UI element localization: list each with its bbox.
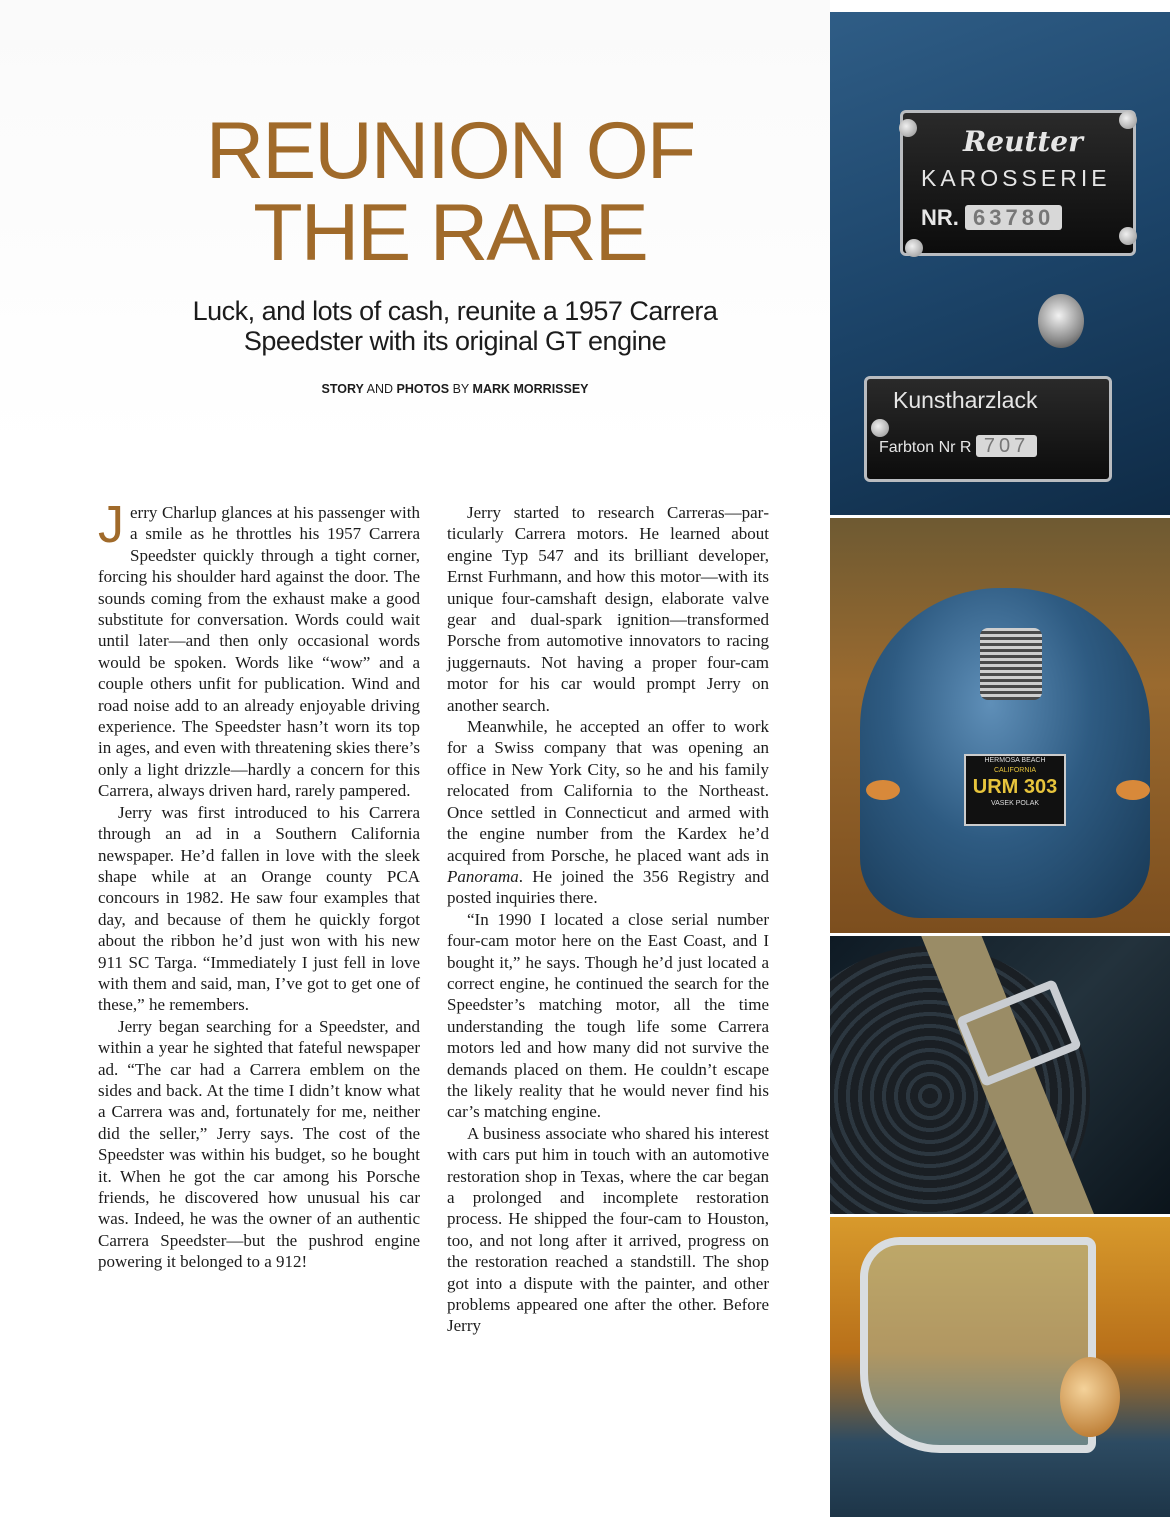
plate-number: URM 303	[972, 776, 1058, 798]
article-column-2	[447, 502, 769, 1337]
screw-icon	[1119, 111, 1137, 129]
paint-code-value: 707	[976, 435, 1037, 457]
paint-code-label: Farbton Nr R	[879, 439, 972, 456]
photo-windshield-mirror	[830, 1217, 1170, 1517]
photo-speedster-rear	[830, 518, 1170, 933]
drop-cap: J	[98, 496, 124, 554]
plate-state: CALIFORNIA	[993, 767, 1036, 774]
paragraph-text: . He joined the 356 Registry and posted inquiries there.	[447, 866, 769, 908]
windshield	[860, 1237, 1096, 1453]
reutter-badge	[900, 110, 1136, 256]
photo-badges	[830, 12, 1170, 515]
paint-badge-title: Kunstharzlack	[893, 387, 1038, 413]
byline-story: STORY	[321, 382, 364, 396]
magazine-title: Panorama	[447, 866, 519, 886]
byline-photos: PHOTOS	[396, 382, 450, 396]
screw-icon	[1119, 227, 1137, 245]
byline	[110, 382, 800, 396]
nr-value: 63780	[965, 205, 1062, 230]
paragraph: Jerry started to research Carreras—particularly Carrera motors. He learned about engine Typ 547 and its brilliant developer, Ernst Furhmann, and how this motor—with its unique four-camshaft design, elaborate valve gear and dual-spark ignition—transformed Porsche from automotive innovators to racing juggernauts. Not having a proper four-cam motor for his car would prompt Jerry on another search.	[447, 503, 769, 715]
karosserie-label: KAROSSERIE	[921, 165, 1111, 191]
headline	[150, 106, 750, 278]
plate-dealer: VASEK POLAK	[990, 800, 1040, 807]
nr-label: NR.	[921, 205, 959, 230]
reutter-script: Reutter	[963, 125, 1083, 158]
paragraph: Jerry was first introduced to his Carrera through an ad in a Southern California newspaper. He’d fallen in love with the sleek shape while at an Orange county PCA concours in 1982. He saw four examples that day, and because of them he quickly forgot about the ribbon he’d just won with his new 911 SC Targa. “Immediately I just fell in love with them and said, man, I’ve got to get one of these,” he remembers.	[98, 802, 420, 1015]
paragraph-text: Meanwhile, he accepted an offer to work for a Swiss company that was opening an office in New York City, so he and his family relocated from California to the Northeast. Once settled in Connecticut and armed with the engine number from the Kardex he’d acquired from Porsche, he placed want ads in	[447, 717, 769, 865]
taillight-left	[866, 780, 900, 800]
screw-icon	[905, 239, 923, 257]
byline-by: BY	[452, 382, 470, 396]
paragraph: A business associate who shared his interest with cars put him in touch with an automotive restoration shop in Texas, where the car began a prolonged and incomplete restoration process. He shipped the four-cam to Houston, too, and not long after it arrived, progress on the restoration reached a standstill. The shop got into a dispute with the painter, and other problems appeared one after the other. Before Jerry	[447, 1123, 769, 1336]
deck-line-2: Speedster with its original GT engine	[243, 326, 667, 356]
byline-author: MARK MORRISSEY	[472, 382, 589, 396]
headline-line-1: REUNION OF	[205, 106, 695, 196]
paragraph-text: erry Charlup glances at his passenger with a smile as he throttles his 1957 Carrera Speedster quickly through a tight corner, forcing his shoulder hard against the door. The sounds coming from the exhaust make a good substitute for conversation. Words could wait until later—and then only occasional words would be spoken. Words like “wow” and a couple others unfit for publication. Wind and road noise add to an already enjoyable driving experience. The Speedster hasn’t worn its top in ages, and even with threatening skies there’s only a light drizzle—hardly a concern for this Carrera, always driven hard, rarely pampered.	[98, 503, 420, 801]
headline-line-2: THE RARE	[253, 188, 647, 278]
license-plate	[964, 754, 1066, 826]
nr-row	[921, 205, 1062, 231]
paragraph: “In 1990 I located a close serial number four-cam motor here on the East Coast, and I bought it,” he says. Though he’d just located a correct engine, he continued the search for the Speedster’s matching motor, all the time understanding the tough life some Carrera motors led and how many did not survive the demands placed on them. He couldn’t escape the likely reality that he would never find his car’s matching engine.	[447, 909, 769, 1122]
screw-icon	[899, 119, 917, 137]
engine-grille	[980, 628, 1042, 700]
article-column-1	[98, 496, 420, 1273]
door-handle-icon	[1038, 294, 1084, 348]
mirror	[1060, 1357, 1120, 1437]
paragraph: Jerry began searching for a Speedster, and within a year he sighted that fateful newspaper ad. “The car had a Carrera emblem on the sides and back. At the time I didn’t know what a Carrera was and, fortunately for me, neither did the seller,” Jerry says. The cost of the Speedster was within his budget, so he bought it. When he got the car among his Porsche friends, he discovered how unusual his car was. Indeed, he was the owner of an authentic Carrera Speedster—but the pushrod engine powering it belonged to a 912!	[98, 1016, 420, 1272]
paragraph	[447, 716, 769, 909]
deck-line-1: Luck, and lots of cash, reunite a 1957 Carrera	[192, 296, 718, 326]
photo-tire-strap	[830, 936, 1170, 1214]
deck-subtitle	[110, 296, 800, 356]
paint-code-row	[879, 435, 1037, 458]
paint-badge	[864, 376, 1112, 482]
plate-city: HERMOSA BEACH	[984, 757, 1046, 764]
byline-and: AND	[366, 382, 394, 396]
paragraph	[98, 496, 420, 802]
taillight-right	[1116, 780, 1150, 800]
